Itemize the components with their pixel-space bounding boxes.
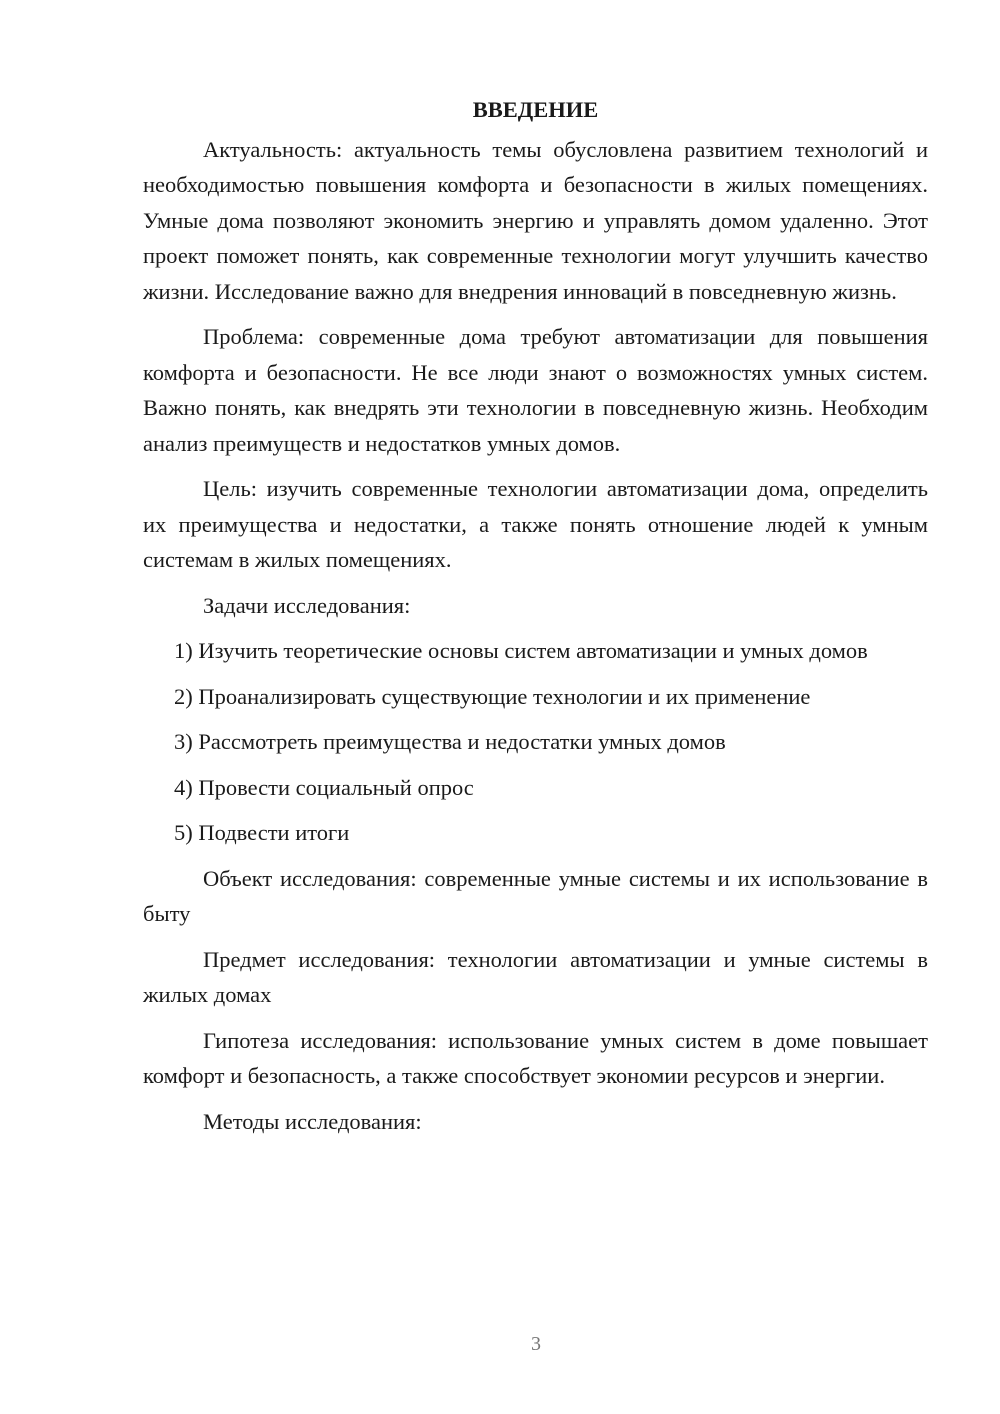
goal-paragraph: Цель: изучить современные технологии автоматизации дома, определить их преимущества и недостатки, а также понять отношение людей к умным системам в жилых помещениях. <box>143 476 928 572</box>
task-item: 2) Проанализировать существующие технологии и их применение <box>174 683 811 709</box>
relevance-paragraph: Актуальность: актуальность темы обусловлена развитием технологий и необходимостью повышения комфорта и безопасности в жилых помещениях. Умные дома позволяют экономить энергию и управлять домом удаленно. Этот проект поможет понять, как современные технологии могут улучшить качество жизни. Исследование важно для внедрения инноваций в повседневную жизнь. <box>143 136 928 304</box>
problem-paragraph: Проблема: современные дома требуют автоматизации для повышения комфорта и безопасности. Не все люди знают о возможностях умных систем. Важно понять, как внедрять эти технологии в повседневную жизнь. Необходим анализ преимуществ и недостатков умных домов. <box>143 324 928 456</box>
document-page <box>143 92 928 1149</box>
methods-heading: Методы исследования: <box>203 1108 422 1134</box>
hypothesis-paragraph: Гипотеза исследования: использование умных систем в доме повышает комфорт и безопасность, а также способствует экономии ресурсов и энергии. <box>143 1027 928 1088</box>
task-item: 1) Изучить теоретические основы систем автоматизации и умных домов <box>174 638 868 663</box>
page-title: ВВЕДЕНИЕ <box>472 97 599 122</box>
page-number: 3 <box>531 1333 541 1355</box>
task-item: 5) Подвести итоги <box>174 820 350 845</box>
task-item: 4) Провести социальный опрос <box>174 774 474 800</box>
object-paragraph: Объект исследования: современные умные системы и их использование в быту <box>143 865 928 926</box>
task-item: 3) Рассмотреть преимущества и недостатки умных домов <box>174 729 726 754</box>
tasks-heading: Задачи исследования: <box>203 592 411 618</box>
subject-paragraph: Предмет исследования: технологии автоматизации и умные системы в жилых домах <box>143 946 928 1007</box>
